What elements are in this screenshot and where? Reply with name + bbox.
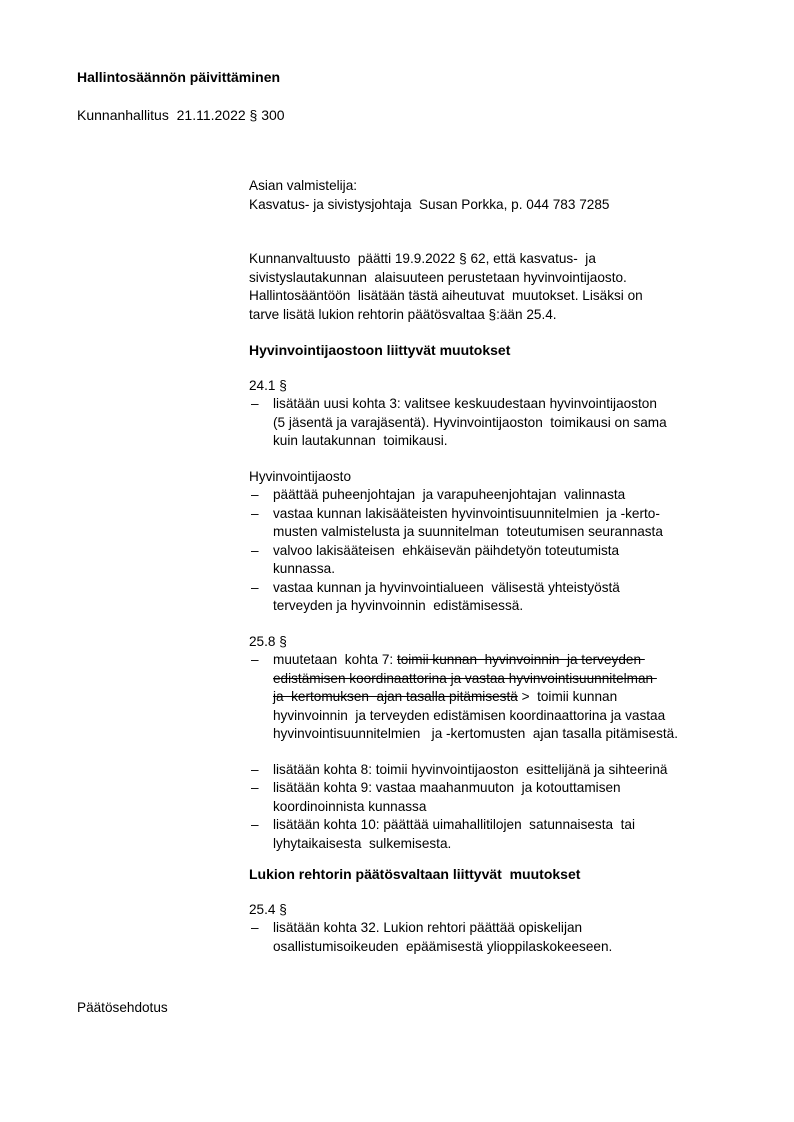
section-heading-lukio: Lukion rehtorin päätösvaltaan liittyvät muutokset — [249, 866, 581, 882]
item-line: hyvinvoinnin ja terveyden edistämisen koordinaattorina ja vastaa — [273, 707, 666, 723]
dash-bullet: – — [251, 542, 259, 558]
item-line: kunnassa. — [273, 561, 335, 576]
item-line: kuin lautakunnan toimikausi. — [273, 433, 448, 448]
paragraph-25-8 — [249, 633, 769, 744]
spacer — [249, 324, 769, 341]
item-line: lisätään kohta 9: vastaa maahanmuuton ja kotouttamisen — [273, 780, 621, 795]
item-line: koordinoinnista kunnassa — [273, 798, 427, 814]
dash-bullet: – — [251, 579, 259, 595]
paragraph-24-1 — [249, 377, 769, 451]
meeting-reference: Kunnanhallitus 21.11.2022 § 300 — [77, 107, 285, 123]
preparer-label: Asian valmistelija: — [249, 178, 358, 193]
list-item — [249, 505, 769, 542]
dash-bullet: – — [251, 652, 259, 667]
dash-bullet: – — [251, 817, 259, 832]
list-item — [249, 779, 769, 816]
struck-text: edistämisen koordinaattorina ja vastaa hyvinvointisuunnitelman — [273, 670, 657, 686]
item-line: lisätään uusi kohta 3: valitsee keskuudestaan hyvinvointijaoston — [273, 396, 657, 411]
dash-bullet: – — [251, 505, 259, 521]
item-line — [273, 670, 769, 689]
spacer — [249, 214, 769, 250]
intro-line: Kunnanvaltuusto päätti 19.9.2022 § 62, että kasvatus- ja — [249, 251, 596, 266]
struck-text: ja kertomuksen ajan tasalla pitämisestä — [273, 689, 518, 704]
dash-bullet: – — [251, 780, 259, 795]
list-item — [249, 579, 769, 616]
spacer — [249, 360, 769, 377]
preparer-block — [249, 177, 769, 214]
item-line: vastaa kunnan lakisääteisten hyvinvointisuunnitelmien ja -kerto- — [273, 505, 660, 521]
list-item — [249, 651, 769, 744]
item-line: lisätään kohta 8: toimii hyvinvointijaoston esittelijänä ja sihteerinä — [273, 761, 668, 777]
document-body — [249, 177, 769, 956]
spacer — [249, 884, 769, 901]
amendment-prefix: muutetaan kohta 7: — [273, 652, 397, 667]
item-line: terveyden ja hyvinvoinnin edistämisessä. — [273, 598, 524, 613]
replacement-text: > toimii kunnan — [517, 689, 618, 704]
item-line: päättää puheenjohtajan ja varapuheenjohtajan valinnasta — [273, 487, 626, 502]
item-line: vastaa kunnan ja hyvinvointialueen välisestä yhteistyöstä — [273, 579, 620, 595]
intro-line: Hallintosääntöön lisätään tästä aiheutuvat muutokset. Lisäksi on — [249, 288, 643, 303]
document-title: Hallintosäännön päivittäminen — [77, 69, 281, 85]
list-item — [249, 395, 769, 451]
section-reference: 24.1 § — [249, 377, 287, 393]
intro-paragraph — [249, 250, 769, 324]
spacer — [249, 744, 769, 761]
spacer — [249, 451, 769, 468]
jaosto-tasks — [249, 468, 769, 616]
item-line — [273, 688, 769, 707]
struck-text: toimii kunnan hyvinvoinnin ja terveyden — [396, 652, 645, 667]
list-item — [249, 761, 769, 780]
dash-bullet: – — [251, 920, 259, 935]
additions-list — [249, 761, 769, 854]
section-heading-hyvinvointijaosto: Hyvinvointijaostoon liittyvät muutokset — [249, 342, 511, 358]
item-line: lisätään kohta 32. Lukion rehtori päättää opiskelijan — [273, 920, 583, 935]
list-item — [249, 919, 769, 956]
list-item — [249, 816, 769, 853]
item-line: valvoo lakisääteisen ehkäisevän päihdetyön toteutumista — [273, 542, 620, 558]
dash-bullet: – — [251, 761, 259, 777]
intro-line: sivistyslautakunnan alaisuuteen perustetaan hyvinvointijaosto. — [249, 269, 627, 285]
item-line — [273, 651, 769, 670]
list-item — [249, 542, 769, 579]
spacer — [249, 853, 769, 865]
item-line: (5 jäsentä ja varajäsentä). Hyvinvointijaoston toimikausi on sama — [273, 414, 667, 430]
list-item — [249, 486, 769, 505]
preparer-name: Kasvatus- ja sivistysjohtaja Susan Porkka, p. 044 783 7285 — [249, 196, 610, 212]
decision-proposal-label: Päätösehdotus — [77, 1000, 168, 1015]
item-line: hyvinvointisuunnitelmien ja -kertomusten ajan tasalla pitämisestä. — [273, 726, 678, 741]
item-line: osallistumisoikeuden epäämisestä ylioppilaskokeeseen. — [273, 938, 613, 954]
dash-bullet: – — [251, 487, 259, 502]
dash-bullet: – — [251, 396, 259, 411]
spacer — [249, 616, 769, 633]
paragraph-25-4 — [249, 901, 769, 957]
section-reference: 25.4 § — [249, 901, 287, 917]
item-line: lisätään kohta 10: päättää uimahallitilojen satunnaisesta tai — [273, 817, 635, 832]
section-reference: 25.8 § — [249, 633, 287, 649]
item-line: musten valmistelusta ja suunnitelman toteutumisen seurannasta — [273, 524, 663, 539]
jaosto-label: Hyvinvointijaosto — [249, 468, 351, 484]
item-line: lyhytaikaisesta sulkemisesta. — [273, 835, 452, 851]
intro-line: tarve lisätä lukion rehtorin päätösvaltaa §:ään 25.4. — [249, 306, 557, 322]
